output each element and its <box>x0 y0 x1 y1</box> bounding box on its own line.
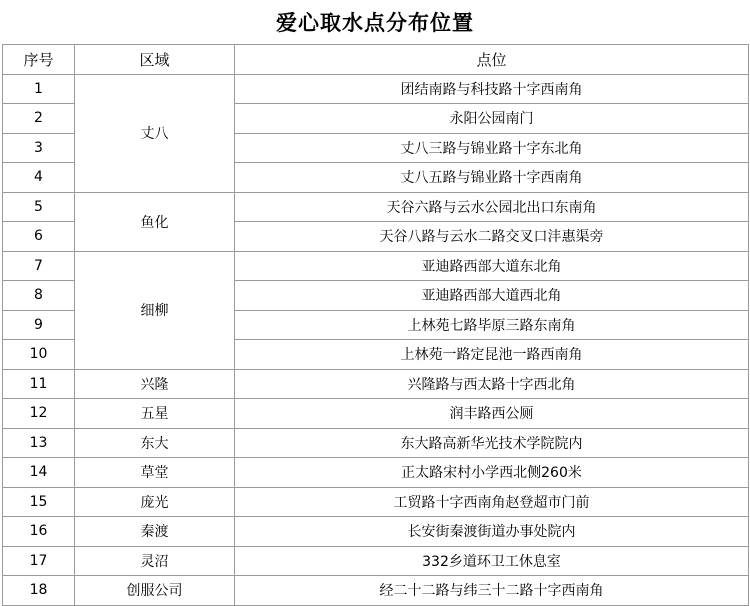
row-location: 332乡道环卫工休息室 <box>235 546 749 576</box>
row-region: 创服公司 <box>75 576 235 606</box>
row-seq: 7 <box>3 251 75 281</box>
row-location: 上林苑一路定昆池一路西南角 <box>235 340 749 370</box>
row-location: 丈八三路与锦业路十字东北角 <box>235 133 749 163</box>
row-location: 亚迪路西部大道东北角 <box>235 251 749 281</box>
row-region: 庞光 <box>75 487 235 517</box>
row-seq: 17 <box>3 546 75 576</box>
row-seq: 10 <box>3 340 75 370</box>
table-row <box>3 399 749 429</box>
row-region: 鱼化 <box>75 192 235 251</box>
row-location: 亚迪路西部大道西北角 <box>235 281 749 311</box>
header-region: 区域 <box>75 45 235 75</box>
row-location: 丈八五路与锦业路十字西南角 <box>235 163 749 193</box>
table-row <box>3 251 749 281</box>
row-seq: 9 <box>3 310 75 340</box>
row-location: 永阳公园南门 <box>235 104 749 134</box>
row-seq: 8 <box>3 281 75 311</box>
row-location: 东大路高新华光技术学院院内 <box>235 428 749 458</box>
table-row <box>3 74 749 104</box>
water-points-table <box>2 44 749 606</box>
table-row <box>3 369 749 399</box>
row-location: 长安街秦渡街道办事处院内 <box>235 517 749 547</box>
row-seq: 4 <box>3 163 75 193</box>
row-region: 兴隆 <box>75 369 235 399</box>
row-region: 草堂 <box>75 458 235 488</box>
row-location: 润丰路西公厕 <box>235 399 749 429</box>
page-title: 爱心取水点分布位置 <box>276 11 474 35</box>
table-row <box>3 487 749 517</box>
row-location: 天谷六路与云水公园北出口东南角 <box>235 192 749 222</box>
row-seq: 2 <box>3 104 75 134</box>
row-seq: 13 <box>3 428 75 458</box>
row-seq: 11 <box>3 369 75 399</box>
header-seq: 序号 <box>3 45 75 75</box>
row-seq: 1 <box>3 74 75 104</box>
row-region: 东大 <box>75 428 235 458</box>
row-seq: 18 <box>3 576 75 606</box>
row-seq: 14 <box>3 458 75 488</box>
row-region: 秦渡 <box>75 517 235 547</box>
row-location: 兴隆路与西太路十字西北角 <box>235 369 749 399</box>
row-location: 上林苑七路毕原三路东南角 <box>235 310 749 340</box>
row-location: 正太路宋村小学西北侧260米 <box>235 458 749 488</box>
table-row <box>3 517 749 547</box>
row-region: 丈八 <box>75 74 235 192</box>
row-seq: 6 <box>3 222 75 252</box>
row-location: 天谷八路与云水二路交叉口沣惠渠旁 <box>235 222 749 252</box>
row-seq: 16 <box>3 517 75 547</box>
table-row <box>3 192 749 222</box>
row-seq: 5 <box>3 192 75 222</box>
header-location: 点位 <box>235 45 749 75</box>
row-location: 工贸路十字西南角赵登超市门前 <box>235 487 749 517</box>
row-location: 团结南路与科技路十字西南角 <box>235 74 749 104</box>
row-seq: 3 <box>3 133 75 163</box>
table-row <box>3 546 749 576</box>
header-row <box>3 45 749 75</box>
table-row <box>3 428 749 458</box>
table-row <box>3 458 749 488</box>
row-seq: 15 <box>3 487 75 517</box>
row-region: 细柳 <box>75 251 235 369</box>
row-region: 五星 <box>75 399 235 429</box>
row-seq: 12 <box>3 399 75 429</box>
row-location: 经二十二路与纬三十二路十字西南角 <box>235 576 749 606</box>
row-region: 灵沼 <box>75 546 235 576</box>
table-row <box>3 576 749 606</box>
